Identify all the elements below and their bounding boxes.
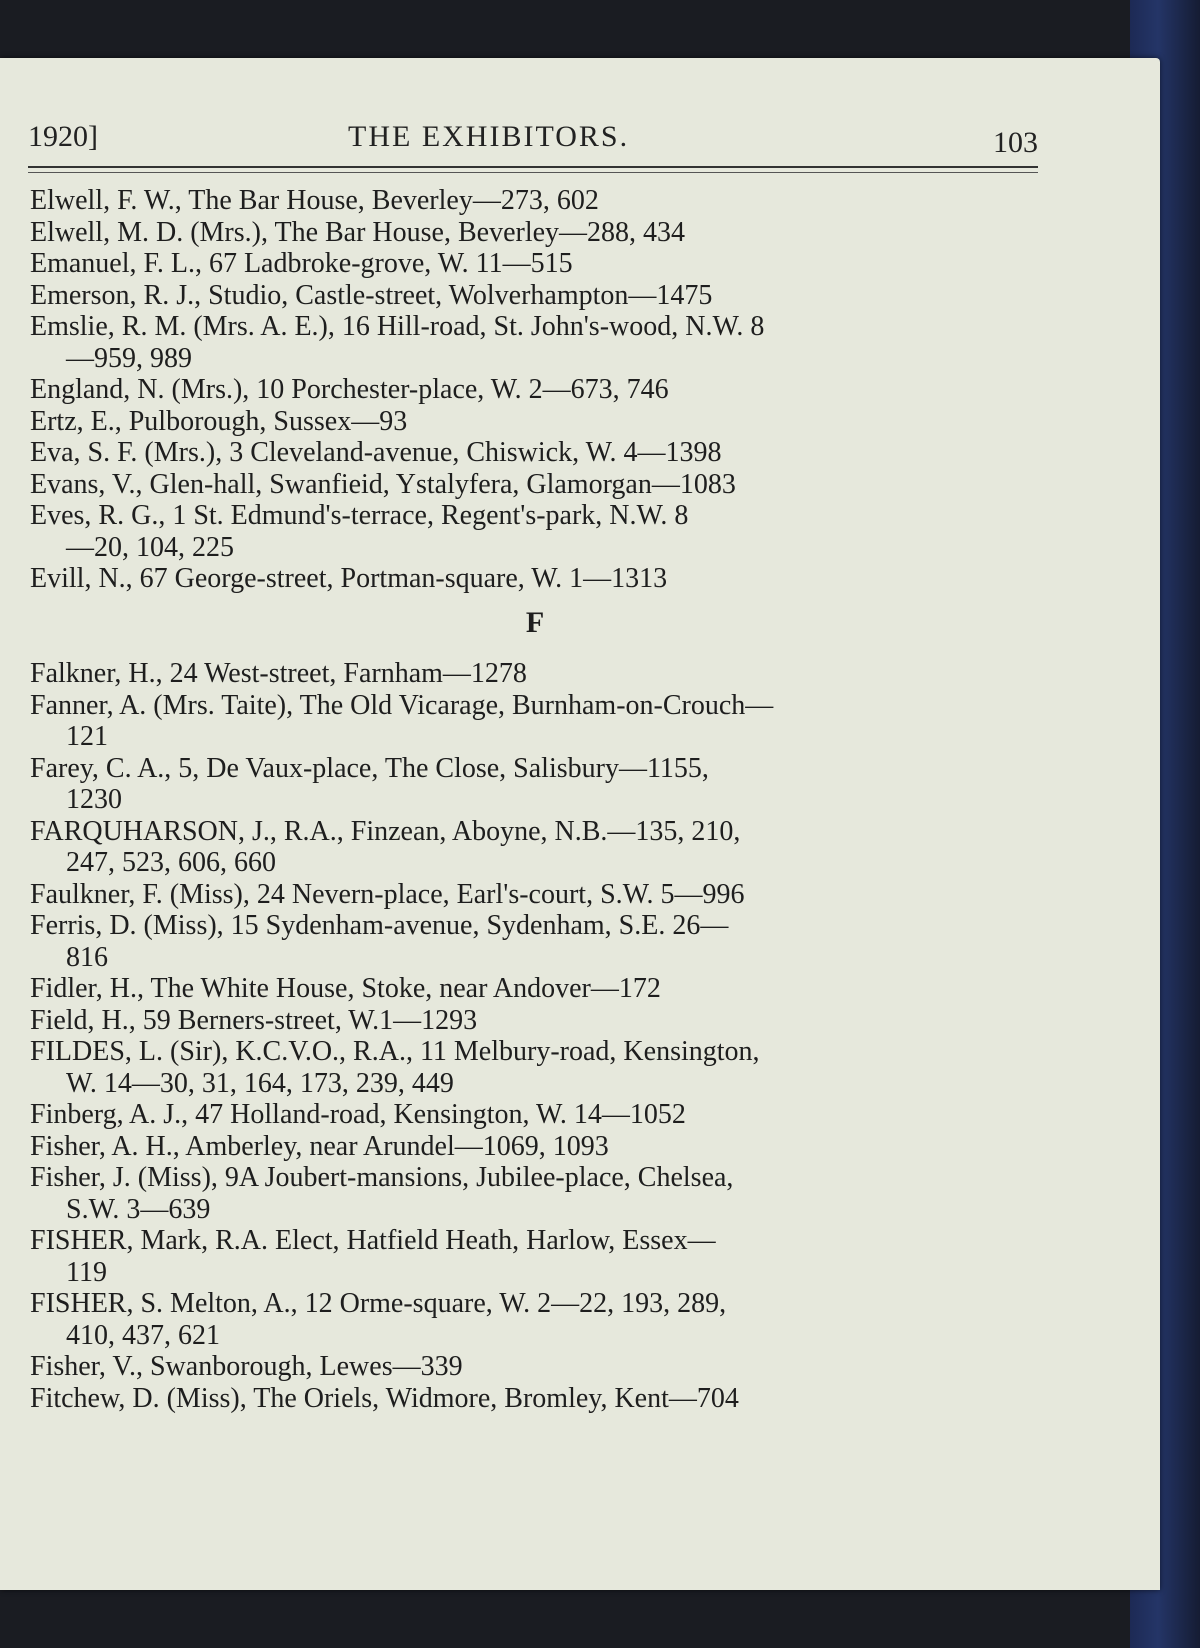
exhibitor-entry: [30, 311, 1040, 374]
exhibitor-entry: [30, 1099, 1040, 1131]
header-year: 1920]: [28, 120, 98, 153]
entry-line: Falkner, H., 24 West-street, Farnham—1278: [30, 658, 527, 689]
entry-continuation: 1230: [66, 784, 122, 815]
entry-line: Emslie, R. M. (Mrs. A. E.), 16 Hill-road, St. John's-wood, N.W. 8: [30, 311, 765, 342]
exhibitor-entry: [30, 910, 1040, 973]
entries-f: [30, 658, 1040, 1414]
entry-line: Emerson, R. J., Studio, Castle-street, Wolverhampton—1475: [30, 279, 713, 311]
entry-line: FARQUHARSON, J., R.A., Finzean, Aboyne, N.B.—135, 210,: [30, 815, 741, 847]
exhibitor-entry: [30, 690, 1040, 753]
entries-e: [30, 185, 1040, 595]
exhibitor-entry: [30, 248, 1040, 280]
page-title: THE EXHIBITORS.: [348, 120, 630, 153]
exhibitor-entry: [30, 658, 1040, 690]
entry-line: Evans, V., Glen-hall, Swanfieid, Ystalyfera, Glamorgan—1083: [30, 468, 736, 500]
entry-line: Farey, C. A., 5, De Vaux-place, The Close, Salisbury—1155,: [30, 752, 709, 784]
entry-line: Elwell, F. W., The Bar House, Beverley—273, 602: [30, 185, 599, 216]
entry-continuation: 410, 437, 621: [66, 1319, 220, 1351]
entry-line: Fidler, H., The White House, Stoke, near Andover—172: [30, 973, 661, 1004]
section-letter: F: [525, 605, 545, 639]
entry-continuation: S.W. 3—639: [66, 1193, 211, 1225]
header-rule-thin: [28, 172, 1038, 173]
exhibitor-entry: [30, 1288, 1040, 1351]
entry-continuation: 121: [66, 721, 108, 752]
entry-line: England, N. (Mrs.), 10 Porchester-place, W. 2—673, 746: [30, 374, 669, 405]
entry-line: Eva, S. F. (Mrs.), 3 Cleveland-avenue, Chiswick, W. 4—1398: [30, 437, 722, 468]
entry-line: Finberg, A. J., 47 Holland-road, Kensington, W. 14—1052: [30, 1099, 686, 1130]
entry-continuation: 247, 523, 606, 660: [66, 847, 276, 878]
entry-line: Field, H., 59 Berners-street, W.1—1293: [30, 1004, 478, 1036]
page-number: 103: [993, 126, 1038, 159]
exhibitor-entry: [30, 280, 1040, 312]
exhibitor-entry: [30, 1383, 1040, 1415]
exhibitor-entry: [30, 1351, 1040, 1383]
entry-line: Fisher, J. (Miss), 9A Joubert-mansions, Jubilee-place, Chelsea,: [30, 1162, 734, 1193]
exhibitor-entry: [30, 973, 1040, 1005]
exhibitor-entry: [30, 753, 1040, 816]
entry-line: Elwell, M. D. (Mrs.), The Bar House, Beverley—288, 434: [30, 216, 686, 248]
entry-line: Fisher, A. H., Amberley, near Arundel—1069, 1093: [30, 1130, 609, 1162]
exhibitor-entry: [30, 1131, 1040, 1163]
exhibitor-entry: [30, 1225, 1040, 1288]
exhibitor-entry: [30, 816, 1040, 879]
entry-line: Evill, N., 67 George-street, Portman-square, W. 1—1313: [30, 563, 668, 594]
exhibitor-entry: [30, 469, 1040, 501]
exhibitor-entry: [30, 1036, 1040, 1099]
entry-line: Ferris, D. (Miss), 15 Sydenham-avenue, Sydenham, S.E. 26—: [30, 910, 729, 941]
running-header: [28, 120, 1038, 180]
entry-continuation: W. 14—30, 31, 164, 173, 239, 449: [66, 1067, 454, 1099]
exhibitor-entry: [30, 1162, 1040, 1225]
entry-line: FISHER, S. Melton, A., 12 Orme-square, W. 2—22, 193, 289,: [30, 1288, 727, 1319]
entry-line: FISHER, Mark, R.A. Elect, Hatfield Heath, Harlow, Essex—: [30, 1225, 716, 1256]
entry-line: Eves, R. G., 1 St. Edmund's-terrace, Regent's-park, N.W. 8: [30, 500, 689, 531]
entry-continuation: —959, 989: [66, 342, 192, 374]
exhibitor-entry: [30, 185, 1040, 217]
exhibitor-entry: [30, 217, 1040, 249]
entry-line: Ertz, E., Pulborough, Sussex—93: [30, 405, 408, 437]
entry-line: Emanuel, F. L., 67 Ladbroke-grove, W. 11—515: [30, 248, 573, 279]
entry-line: Fitchew, D. (Miss), The Oriels, Widmore, Bromley, Kent—704: [30, 1382, 739, 1414]
exhibitor-entry: [30, 879, 1040, 911]
exhibitor-entry: [30, 374, 1040, 406]
entry-continuation: —20, 104, 225: [66, 531, 234, 563]
header-rule: [28, 166, 1038, 168]
entry-line: Faulkner, F. (Miss), 24 Nevern-place, Earl's-court, S.W. 5—996: [30, 878, 745, 910]
exhibitor-entry: [30, 1005, 1040, 1037]
entry-continuation: 816: [66, 941, 108, 973]
exhibitor-entry: [30, 406, 1040, 438]
exhibitor-entry: [30, 437, 1040, 469]
exhibitor-entry: [30, 563, 1040, 595]
entry-continuation: 119: [66, 1256, 107, 1288]
exhibitor-list: [30, 185, 1040, 1414]
entry-line: Fisher, V., Swanborough, Lewes—339: [30, 1351, 463, 1382]
exhibitor-entry: [30, 500, 1040, 563]
entry-line: Fanner, A. (Mrs. Taite), The Old Vicarage, Burnham-on-Crouch—: [30, 689, 774, 721]
entry-line: FILDES, L. (Sir), K.C.V.O., R.A., 11 Melbury-road, Kensington,: [30, 1036, 760, 1067]
